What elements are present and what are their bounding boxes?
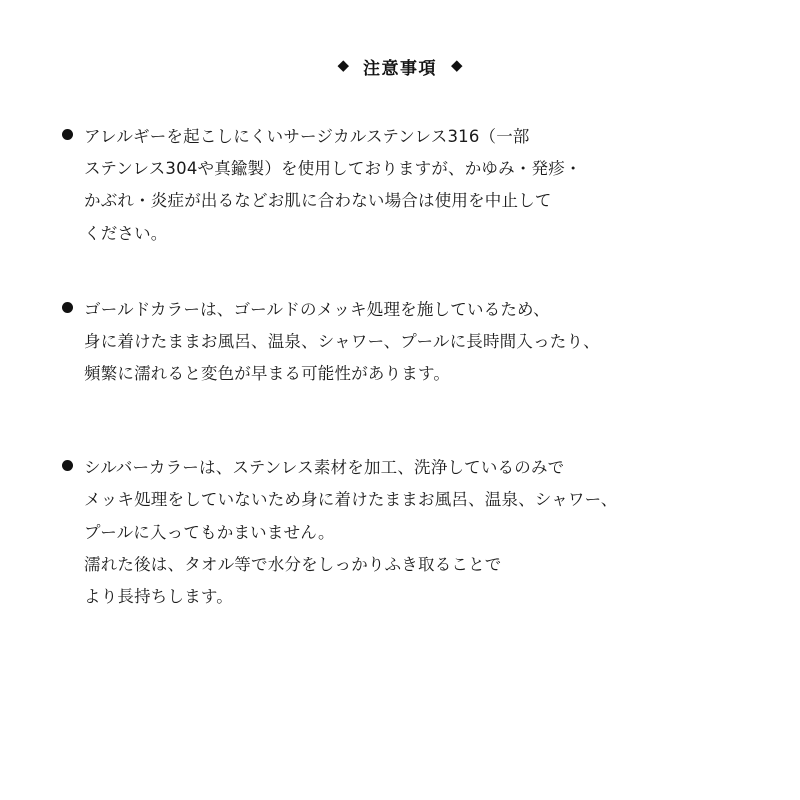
page-title <box>40 54 760 79</box>
bullet-icon <box>62 460 73 471</box>
list-item-line: かぶれ・炎症が出るなどお肌に合わない場合は使用を中止して <box>84 191 552 211</box>
list-item-line: 身に着けたままお風呂、温泉、シャワー、プールに長時間入ったり、 <box>84 331 600 351</box>
list-item-line: ください。 <box>84 223 168 243</box>
list-item-body <box>84 294 750 391</box>
notice-list <box>40 121 760 613</box>
list-item-body <box>84 121 750 250</box>
list-item-body <box>84 452 750 613</box>
diamond-left-icon: ◆ <box>337 56 349 74</box>
diamond-right-icon: ◆ <box>451 56 463 74</box>
list-item <box>62 121 750 250</box>
list-item-line: ゴールドカラーは、ゴールドのメッキ処理を施しているため、 <box>84 299 550 319</box>
list-item <box>62 452 750 613</box>
list-item-line: 濡れた後は、タオル等で水分をしっかりふき取ることで <box>84 554 502 574</box>
list-item-line: 頻繁に濡れると変色が早まる可能性があります。 <box>84 364 451 384</box>
bullet-icon <box>62 302 73 313</box>
page-title-text: 注意事項 <box>363 59 437 79</box>
bullet-icon <box>62 129 73 140</box>
list-item-line: メッキ処理をしていないため身に着けたままお風呂、温泉、シャワー、 <box>84 490 618 510</box>
list-item-line: より長持ちします。 <box>84 586 233 606</box>
list-item-line: プールに入ってもかまいません。 <box>84 522 335 542</box>
list-item-line: アレルギーを起こしにくいサージカルステンレス316（一部 <box>84 127 530 146</box>
list-item <box>62 294 750 391</box>
list-item-line: ステンレス304や真鍮製）を使用しておりますが、かゆみ・発疹・ <box>84 159 582 179</box>
list-item-line: シルバーカラーは、ステンレス素材を加工、洗浄しているのみで <box>84 458 565 478</box>
